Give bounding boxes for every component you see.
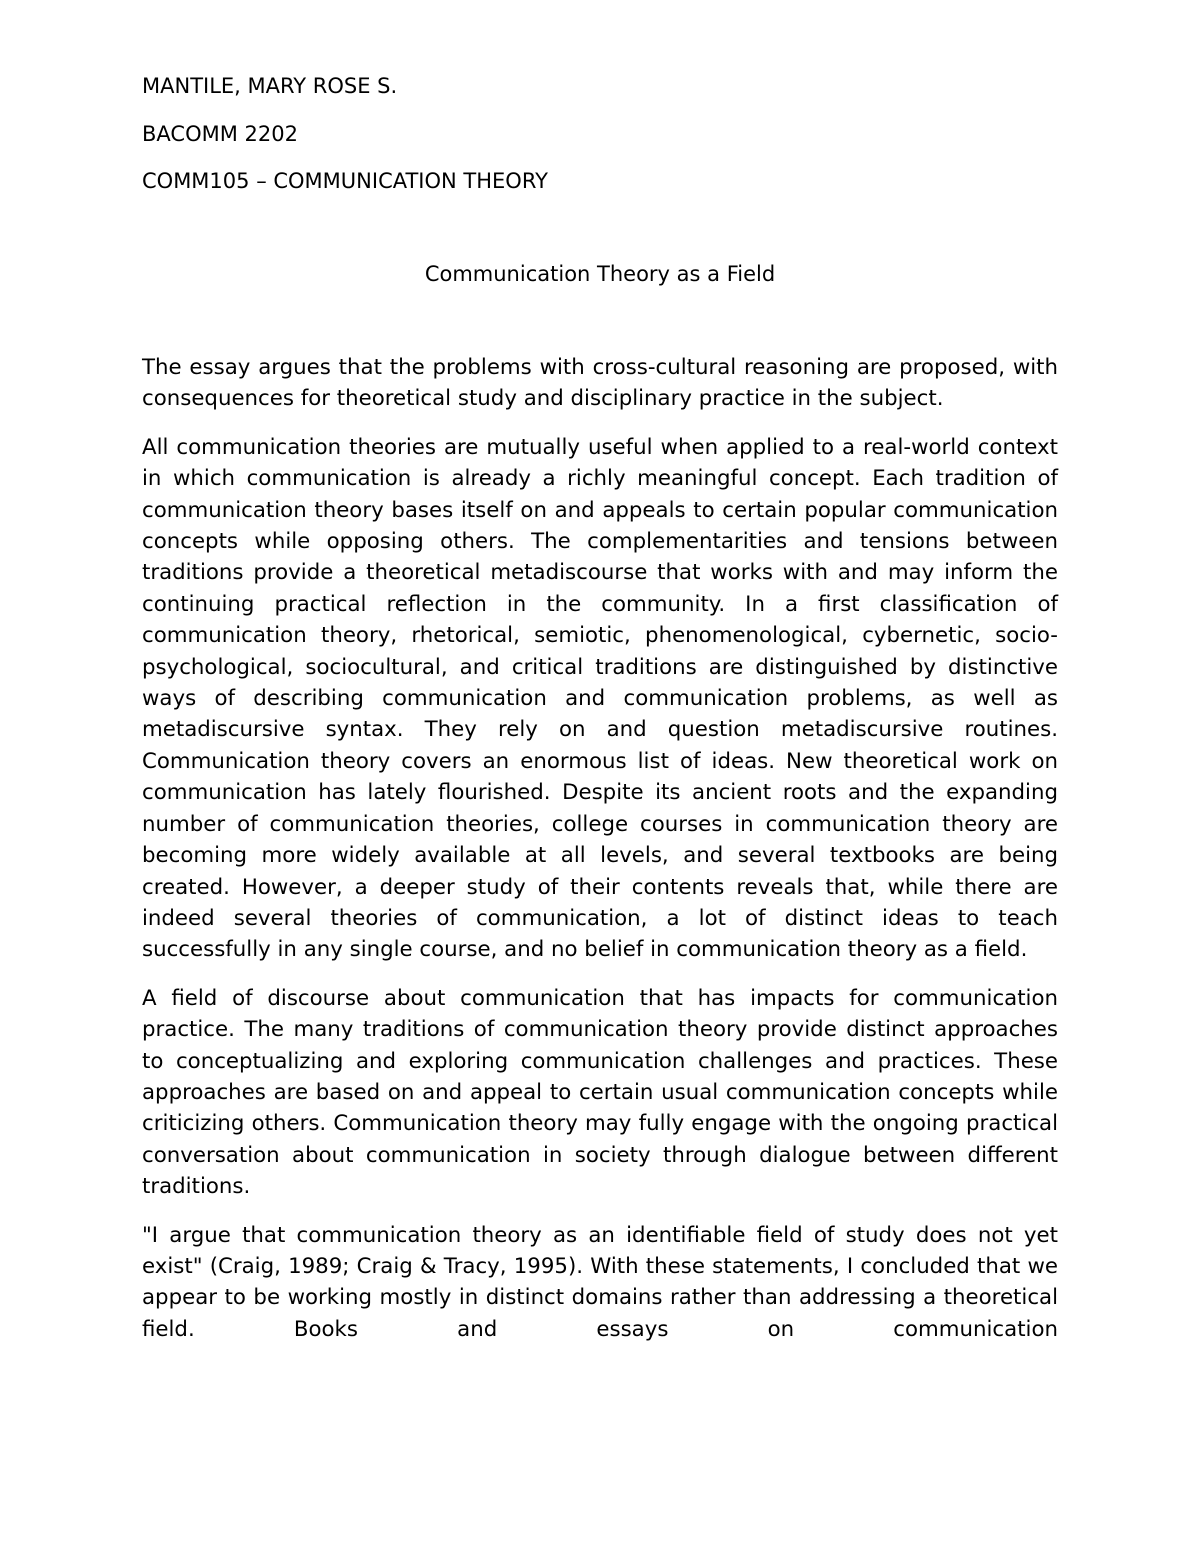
essay-title: Communication Theory as a Field	[424, 262, 776, 286]
section-code: BACOMM 2202	[142, 121, 298, 146]
paragraph-2: All communication theories are mutually useful when applied to a real-world context in which communication is already a richly meaningful concept. Each tradition of communication theory bases itself on and appeals to certain popular communication concepts while opposing others. The complementarities and tensions between traditions provide a theoretical metadiscourse that works with and may inform the continuing practical reflection in the community. In a first classification of communication theory, rhetorical, semiotic, phenomenological, cybernetic, socio-psychological, sociocultural, and critical traditions are distinguished by distinctive ways of describing communication and communication problems, as well as metadiscursive syntax. They rely on and question metadiscursive routines. Communication theory covers an enormous list of ideas. New theoretical work on communication has lately flourished. Despite its ancient roots and the expanding number of communication theories, college courses in communication theory are becoming more widely available at all levels, and several textbooks are being created. However, a deeper study of their contents reveals that, while there are indeed several theories of communication, a lot of distinct ideas to teach successfully in any single course, and no belief in communication theory as a field.	[142, 434, 1058, 963]
document-page	[142, 70, 1058, 1345]
paragraph-1: The essay argues that the problems with cross-cultural reasoning are proposed, with consequences for theoretical study and disciplinary practice in the subject.	[142, 355, 1058, 412]
paragraph-4: "I argue that communication theory as an identifiable field of study does not yet exist" (Craig, 1989; Craig & Tracy, 1995). With these statements, I concluded that we appear to be working mostly in distinct domains rather than addressing a theoretical field. Books and essays on communication	[142, 1222, 1058, 1342]
author-name: MANTILE, MARY ROSE S.	[142, 74, 398, 98]
paragraph-3: A field of discourse about communication that has impacts for communication practice. The many traditions of communication theory provide distinct approaches to conceptualizing and exploring communication challenges and practices. These approaches are based on and appeal to certain usual communication concepts while criticizing others. Communication theory may fully engage with the ongoing practical conversation about communication in society through dialogue between different traditions.	[142, 985, 1058, 1200]
course-title: COMM105 – COMMUNICATION THEORY	[142, 169, 548, 193]
